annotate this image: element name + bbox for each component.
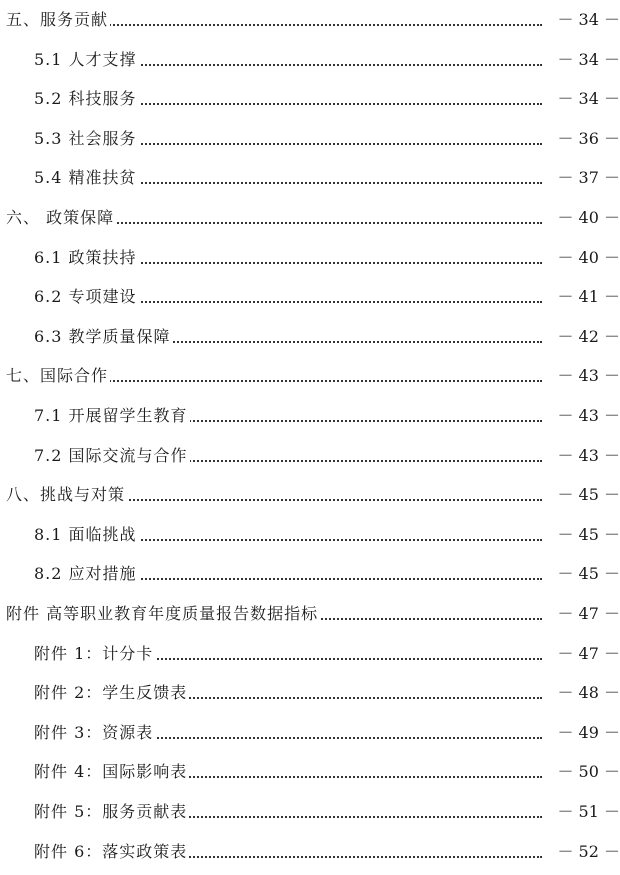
toc-page-number: － 43 － xyxy=(557,406,620,425)
toc-page-number: － 40 － xyxy=(557,247,620,267)
toc-entry-title: 6.3 教学质量保障 xyxy=(34,324,173,350)
toc-entry-title: 7.2 国际交流与合作 xyxy=(34,443,190,469)
toc-entry[interactable] xyxy=(0,205,620,231)
toc-page-number: － 47 － xyxy=(557,604,620,623)
toc-page-number: － 34 － xyxy=(557,89,620,109)
toc-page-number: － 51 － xyxy=(557,802,620,821)
toc-page-number: － 50 － xyxy=(557,762,620,782)
toc-page-number: － 52 － xyxy=(557,841,620,861)
toc-entry[interactable] xyxy=(0,522,620,548)
toc-entry-title: 附件 高等职业教育年度质量报告数据指标 xyxy=(6,601,320,627)
toc-entry-title: 附件 1：计分卡 xyxy=(34,641,155,667)
toc-entry-title: 八、挑战与对策 xyxy=(6,482,127,508)
toc-entry-title: 六、 政策保障 xyxy=(6,205,116,231)
toc-page-number: － 49 － xyxy=(557,722,620,742)
toc-entry[interactable] xyxy=(0,443,620,469)
toc-entry-title: 5.2 科技服务 xyxy=(34,86,139,112)
toc-page-number: － 37 － xyxy=(557,168,620,188)
toc-entry-title: 5.3 社会服务 xyxy=(34,126,139,152)
toc-entry[interactable] xyxy=(0,165,620,191)
toc-entry-title: 五、服务贡献 xyxy=(6,7,110,33)
toc-entry[interactable] xyxy=(0,284,620,310)
toc-entry-title: 6.1 政策扶持 xyxy=(34,245,139,271)
toc-entry-title: 7.1 开展留学生教育 xyxy=(34,403,190,429)
toc-entry[interactable] xyxy=(0,759,620,785)
toc-entry[interactable] xyxy=(0,601,620,627)
toc-page-number: － 45 － xyxy=(557,564,620,584)
toc-page-number: － 43 － xyxy=(557,366,620,386)
toc-entry[interactable] xyxy=(0,86,620,112)
toc-entry[interactable] xyxy=(0,799,620,825)
toc-entry-title: 附件 5：服务贡献表 xyxy=(34,799,189,825)
toc-entry-title: 8.2 应对措施 xyxy=(34,561,139,587)
toc-entry-title: 5.1 人才支撑 xyxy=(34,47,139,73)
toc-page-number: － 45 － xyxy=(557,524,620,544)
toc-entry[interactable] xyxy=(0,561,620,587)
toc-page-number: － 43 － xyxy=(557,445,620,465)
toc-entry[interactable] xyxy=(0,7,620,33)
toc-page-number: － 40 － xyxy=(557,208,620,227)
toc-entry[interactable] xyxy=(0,403,620,429)
toc-entry[interactable] xyxy=(0,641,620,667)
toc-entry[interactable] xyxy=(0,482,620,508)
toc-entry[interactable] xyxy=(0,324,620,350)
toc-entry-title: 5.4 精准扶贫 xyxy=(34,165,139,191)
toc-entry-title: 附件 2：学生反馈表 xyxy=(34,680,189,706)
toc-entry[interactable] xyxy=(0,363,620,389)
toc-entry[interactable] xyxy=(0,47,620,73)
toc-page-number: － 36 － xyxy=(557,128,620,148)
toc-entry[interactable] xyxy=(0,126,620,152)
toc-entry[interactable] xyxy=(0,720,620,746)
toc-entry[interactable] xyxy=(0,680,620,706)
toc-entry-title: 附件 4：国际影响表 xyxy=(34,759,189,785)
toc-entry-title: 七、国际合作 xyxy=(6,363,110,389)
toc-page-number: － 45 － xyxy=(557,485,620,505)
toc-entry-title: 8.1 面临挑战 xyxy=(34,522,139,548)
toc-entry[interactable] xyxy=(0,839,620,865)
toc-entry-title: 附件 3：资源表 xyxy=(34,720,155,746)
toc-page-number: － 34 － xyxy=(557,49,620,69)
toc-page-number: － 48 － xyxy=(557,683,620,703)
toc-entry-title: 附件 6：落实政策表 xyxy=(34,839,189,865)
toc-entry[interactable] xyxy=(0,245,620,271)
toc-page-number: － 34 － xyxy=(557,10,620,29)
toc-page-number: － 47 － xyxy=(557,643,620,663)
toc-page-number: － 41 － xyxy=(557,287,620,307)
toc-page-number: － 42 － xyxy=(557,326,620,346)
toc-entry-title: 6.2 专项建设 xyxy=(34,284,139,310)
